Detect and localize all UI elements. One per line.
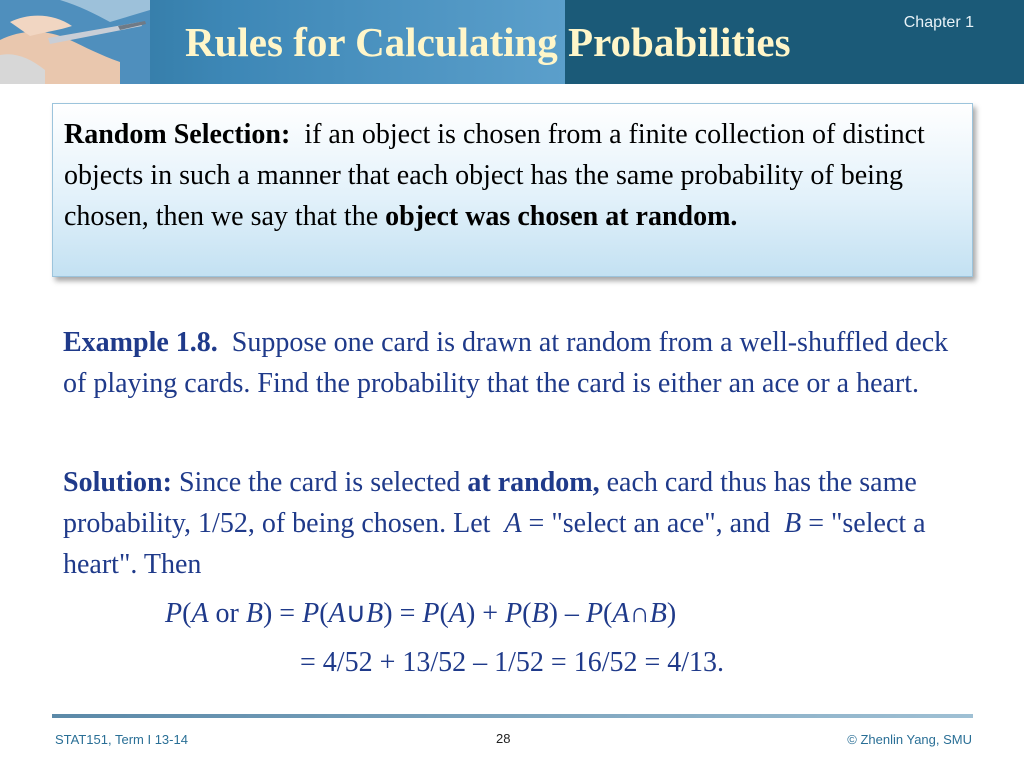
probability-result: = 4/52 + 13/52 – 1/52 = 16/52 = 4/13. <box>300 647 725 678</box>
definition-text: if an object is chosen from a finite collection of distinct objects in such a manner that each object has the same probability of being chosen, then we say that the <box>64 119 925 232</box>
example-paragraph <box>63 322 963 404</box>
definition-conclusion: object was chosen at random. <box>385 201 738 232</box>
definition-box <box>52 103 973 277</box>
slide-title: Rules for Calculating Probabilities <box>185 19 791 65</box>
variable-a: A <box>504 508 522 539</box>
variable-b: B <box>784 508 802 539</box>
footer-course: STAT151, Term I 13-14 <box>55 732 188 747</box>
footer-copyright: © Zhenlin Yang, SMU <box>847 732 972 747</box>
solution-text-c: = "select an ace", and <box>528 508 771 539</box>
probability-equation: P(A or B) = P(A∪B) = P(A) + P(B) – P(A∩B) <box>165 598 677 629</box>
page-number: 28 <box>496 731 511 746</box>
solution-label: Solution: <box>63 467 172 498</box>
solution-paragraph <box>63 462 963 585</box>
hand-with-pen-image <box>0 0 150 84</box>
chapter-label: Chapter 1 <box>903 14 974 31</box>
example-label: Example 1.8. <box>63 327 218 358</box>
solution-text-b: each card thus has the same probability, 1/52, of being chosen. Let <box>63 467 917 539</box>
slide-header <box>0 0 1024 84</box>
example-text: Suppose one card is drawn at random from a well-shuffled deck of playing cards. Find the probability that the card is either an ace or a heart. <box>63 327 949 399</box>
footer-divider <box>52 714 973 718</box>
solution-text-a: Since the card is selected <box>178 467 461 498</box>
solution-text-d: = "select a heart". Then <box>63 508 926 580</box>
solution-emphasis: at random, <box>467 467 600 498</box>
definition-term: Random Selection: <box>64 119 291 150</box>
